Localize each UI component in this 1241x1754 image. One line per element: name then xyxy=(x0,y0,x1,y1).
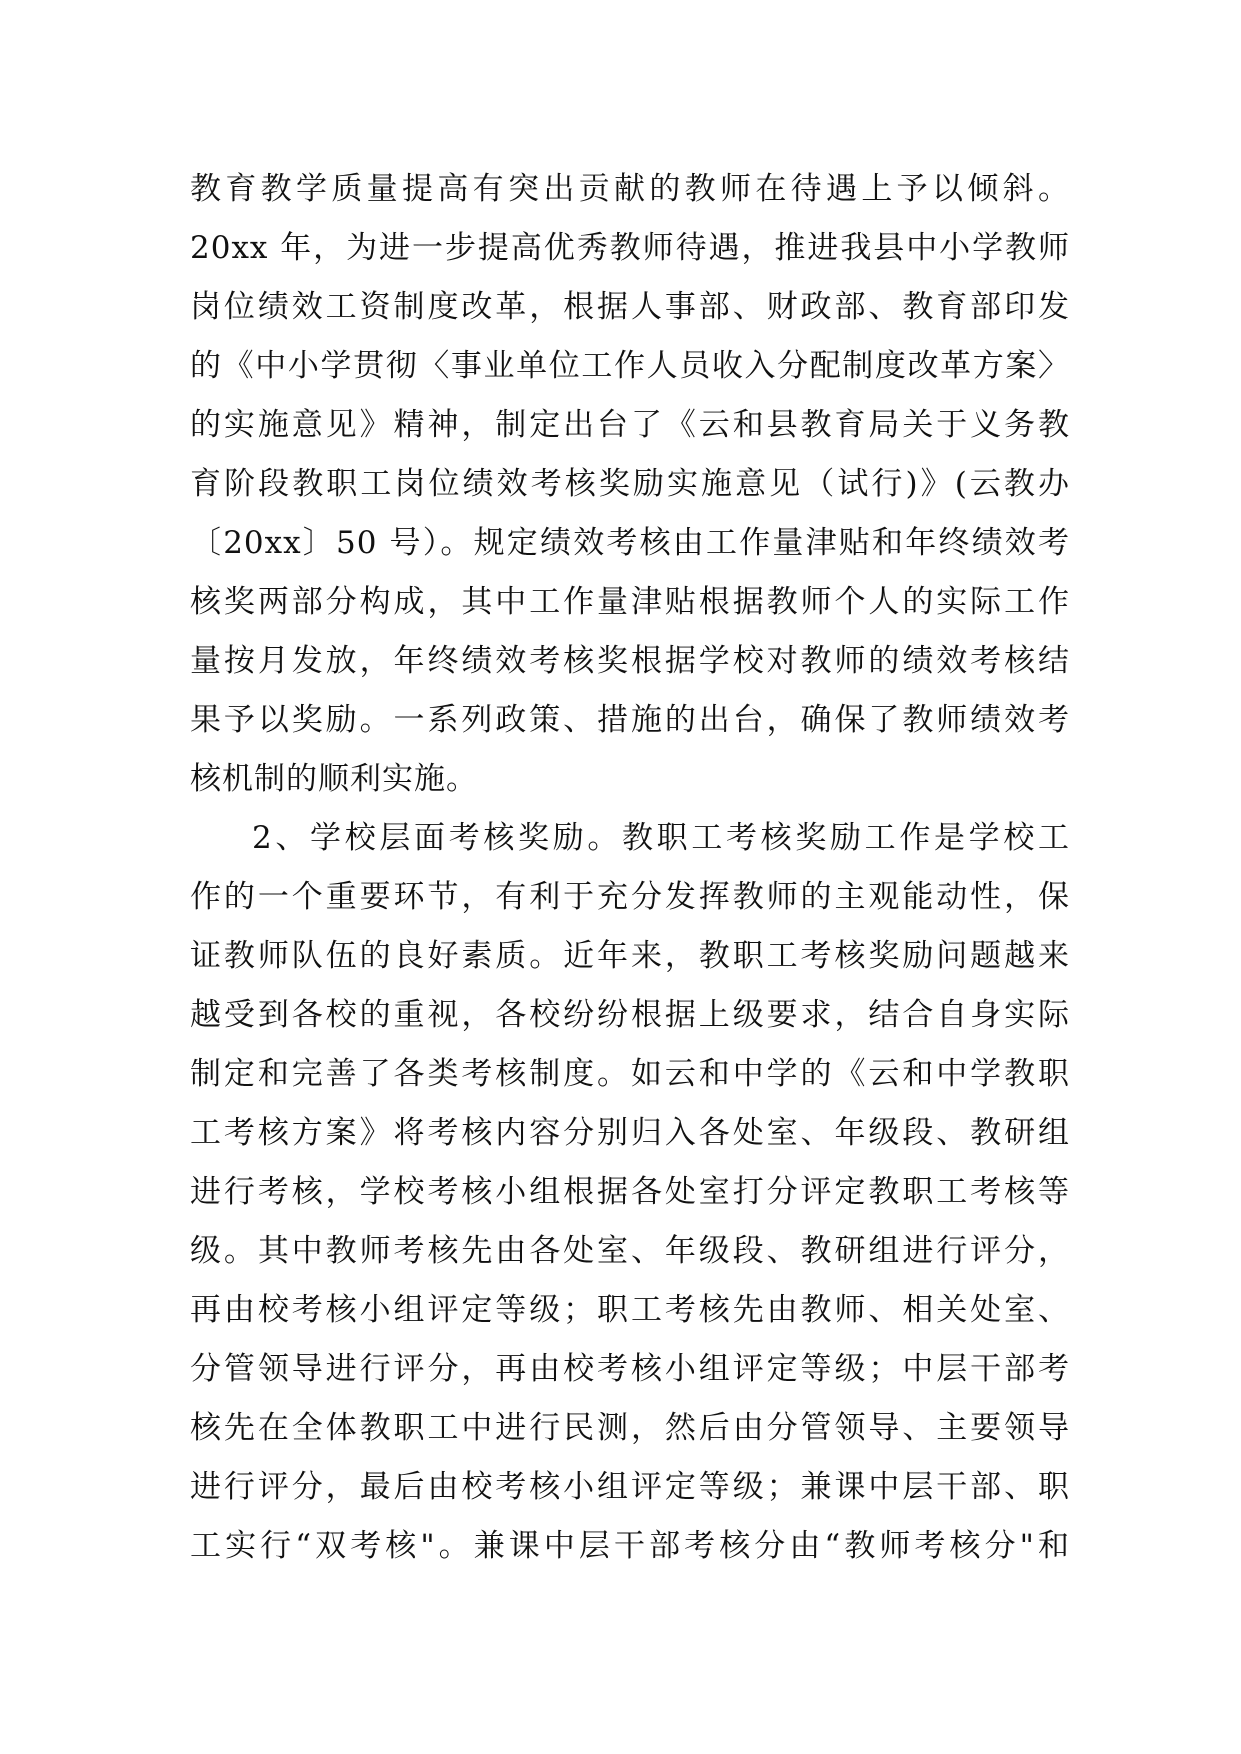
text-line: 20xx 年，为进一步提高优秀教师待遇，推进我县中小学教师 xyxy=(190,230,1070,266)
text-line: 再由校考核小组评定等级；职工考核先由教师、相关处室、 xyxy=(190,1292,1070,1328)
text-line: 级。其中教师考核先由各处室、年级段、教研组进行评分， xyxy=(190,1233,1070,1269)
text-line: 进行考核，学校考核小组根据各处室打分评定教职工考核等 xyxy=(190,1174,1070,1210)
text-line: 〔20xx〕50 号）。规定绩效考核由工作量津贴和年终绩效考 xyxy=(190,525,1070,561)
text-line: 工实行“双考核"。兼课中层干部考核分由“教师考核分"和 xyxy=(190,1528,1070,1564)
text-line: 作的一个重要环节，有利于充分发挥教师的主观能动性，保 xyxy=(190,879,1070,915)
text-line: 工考核方案》将考核内容分别归入各处室、年级段、教研组 xyxy=(190,1115,1070,1151)
text-line: 制定和完善了各类考核制度。如云和中学的《云和中学教职 xyxy=(190,1056,1070,1092)
text-line: 量按月发放，年终绩效考核奖根据学校对教师的绩效考核结 xyxy=(190,643,1070,679)
paragraph-start-line: 2、学校层面考核奖励。教职工考核奖励工作是学校工 xyxy=(252,820,1070,856)
text-line: 核先在全体教职工中进行民测，然后由分管领导、主要领导 xyxy=(190,1410,1070,1446)
text-line: 果予以奖励。一系列政策、措施的出台，确保了教师绩效考 xyxy=(190,702,1070,738)
text-line: 的《中小学贯彻〈事业单位工作人员收入分配制度改革方案〉 xyxy=(190,348,1070,384)
text-line: 核奖两部分构成，其中工作量津贴根据教师个人的实际工作 xyxy=(190,584,1070,620)
text-line: 育阶段教职工岗位绩效考核奖励实施意见（试行)》(云教办 xyxy=(190,466,1070,502)
text-line: 的实施意见》精神，制定出台了《云和县教育局关于义务教 xyxy=(190,407,1070,443)
body-text xyxy=(190,160,1070,1576)
text-line: 岗位绩效工资制度改革，根据人事部、财政部、教育部印发 xyxy=(190,289,1070,325)
text-line: 核机制的顺利实施。 xyxy=(190,761,478,797)
text-line: 教育教学质量提高有突出贡献的教师在待遇上予以倾斜。 xyxy=(190,171,1070,207)
text-line: 证教师队伍的良好素质。近年来，教职工考核奖励问题越来 xyxy=(190,938,1070,974)
text-line: 进行评分，最后由校考核小组评定等级；兼课中层干部、职 xyxy=(190,1469,1070,1505)
text-line: 越受到各校的重视，各校纷纷根据上级要求，结合自身实际 xyxy=(190,997,1070,1033)
text-line: 分管领导进行评分，再由校考核小组评定等级；中层干部考 xyxy=(190,1351,1070,1387)
